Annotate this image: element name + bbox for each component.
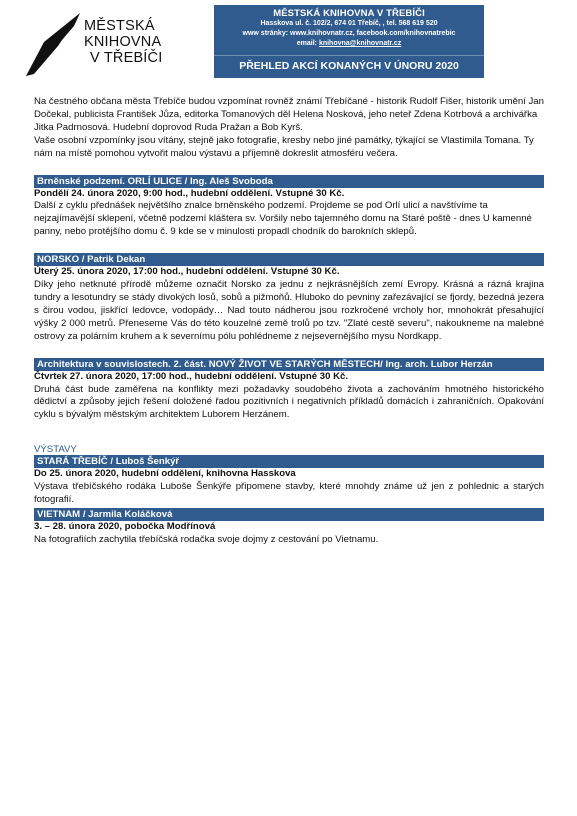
event-3-description: Druhá část bude zaměřena na konflikty mezi požadavky soudobého života a zachováním hmotného historického dědictví a způsoby jejich řešení doložené řadou pozitivních i negativních příkladů domácích i zahraničních. Opakování cyklu s bývalým městským architektem Luborem Herzánem. [34, 383, 544, 421]
logo-line-2: KNIHOVNA [84, 34, 162, 50]
page-title: PŘEHLED AKCÍ KONANÝCH V ÚNORU 2020 [214, 55, 484, 72]
intro-paragraph-1: Na čestného občana města Třebíče budou vzpomínat rovněž známí Třebíčané - historik Rudolf Fišer, historik umění Jan Dočekal, publicista František Jůza, editorka Tomanových děl Helena Nosková, jeho neteř Zdena Kotrbová a archivářka Jitka Padrnosová. Hudební doprovod Ruda Pražan a Bob Kyrš. [34, 96, 544, 133]
event-1-when: Pondělí 24. února 2020, 9:00 hod., hudební oddělení. Vstupné 30 Kč. [34, 187, 345, 199]
event-2-description: Díky jeho netknuté přírodě můžeme označit Norsko za jednu z nejkrásnějších zemí Evropy. Krásná a rázná krajina tundry a lesotundry se stády divokých losů, sobů a pižmoňů. Hluboko do pevniny zařezávající se fjordy, bezedná jezera s čirou vodou, jiskřící ledovce, vodopády… Nad touto nádherou jsou rozkročené vrcholy hor, mnohokrát přesahující výšky 2 000 metrů. Přeneseme Vás do této kouzelné země trolů po tzv. "Zlaté cestě severu", nakoukneme na malebné ostrovy za polárním kruhem a k severnímu pólu pohlédneme z nejsevernějšího mysu Nordkapp. [34, 279, 544, 342]
library-logo [24, 12, 214, 84]
email-prefix: email: [296, 40, 319, 47]
exhibition-1-title: STARÁ TŘEBÍČ / Luboš Šenkýř [34, 455, 544, 468]
logo-quill-icon [24, 12, 82, 78]
event-3 [34, 358, 544, 423]
exhibition-2-when: 3. – 28. února 2020, pobočka Modřínová [34, 520, 216, 532]
exhibition-1-description: Výstava třebíčského rodáka Luboše Šenkýře připomene stavby, které mnohdy známe už jen z pohlednic a starých fotografií. [34, 481, 544, 506]
event-2-when: Úterý 25. února 2020, 17:00 hod., hudební oddělení. Vstupné 30 Kč. [34, 266, 340, 278]
email-link[interactable]: knihovna@knihovnatr.cz [318, 40, 402, 47]
document-body [34, 96, 544, 547]
library-email [214, 39, 484, 49]
event-1-description: Další z cyklu přednášek největšího znalce brněnského podzemí. Projdeme se pod Orlí ulicí a navštívíme ta nejzajímavější sklepení, včetně podzemí kláštera sv. Voršily nebo tajemného domu na Staré poště - dnes U kamenné panny, nebo protějšího domu č. 9 kde se v minulosti propadl chodník do barokních sklepů. [34, 200, 532, 238]
exhibition-1 [34, 455, 544, 507]
event-1 [34, 175, 544, 240]
exhibitions-heading: VÝSTAVY [34, 444, 77, 456]
logo-wordmark [84, 18, 162, 66]
event-2-title: NORSKO / Patrik Dekan [34, 253, 544, 266]
header-banner [214, 5, 484, 78]
event-1-title: Brněnské podzemí. ORLÍ ULICE / Ing. Aleš Svoboda [34, 175, 544, 188]
event-3-when: Čtvrtek 27. února 2020, 17:00 hod., hudební oddělení. Vstupné 30 Kč. [34, 370, 349, 382]
web-links[interactable]: www.knihovnatr.cz, facebook.com/knihovnatrebic [290, 30, 456, 37]
library-name: MĚSTSKÁ KNIHOVNA V TŘEBÍČI [273, 8, 425, 19]
exhibition-2-title: VIETNAM / Jarmila Koláčková [34, 508, 544, 521]
library-address: Hasskova ul. č. 102/2, 674 01 Třebíč, , tel. 568 619 520 [260, 20, 438, 27]
event-3-title: Architektura v souvislostech. 2. část. NOVÝ ŽIVOT VE STARÝCH MĚSTECH/ Ing. arch. Lubor Herzán [34, 358, 544, 371]
logo-line-3: V TŘEBÍČI [90, 50, 163, 66]
intro [34, 96, 544, 161]
web-prefix: www stránky: [242, 30, 290, 37]
exhibition-1-when: Do 25. února 2020, hudební oddělení, knihovna Hasskova [34, 468, 296, 480]
event-2 [34, 253, 544, 343]
exhibition-2 [34, 508, 544, 547]
exhibition-2-description: Na fotografiích zachytila třebíčská rodačka svoje dojmy z cestování po Vietnamu. [34, 533, 379, 545]
library-web [214, 29, 484, 39]
logo-line-1: MĚSTSKÁ [84, 18, 155, 34]
intro-paragraph-2: Vaše osobní vzpomínky jsou vítány, stejně jako fotografie, kresby nebo jiné památky, týkající se Vlastimila Tomana. Ty nám na místě pomohou vytvořit malou výstavu a příjemně dokreslit atmosféru večera. [34, 134, 534, 159]
